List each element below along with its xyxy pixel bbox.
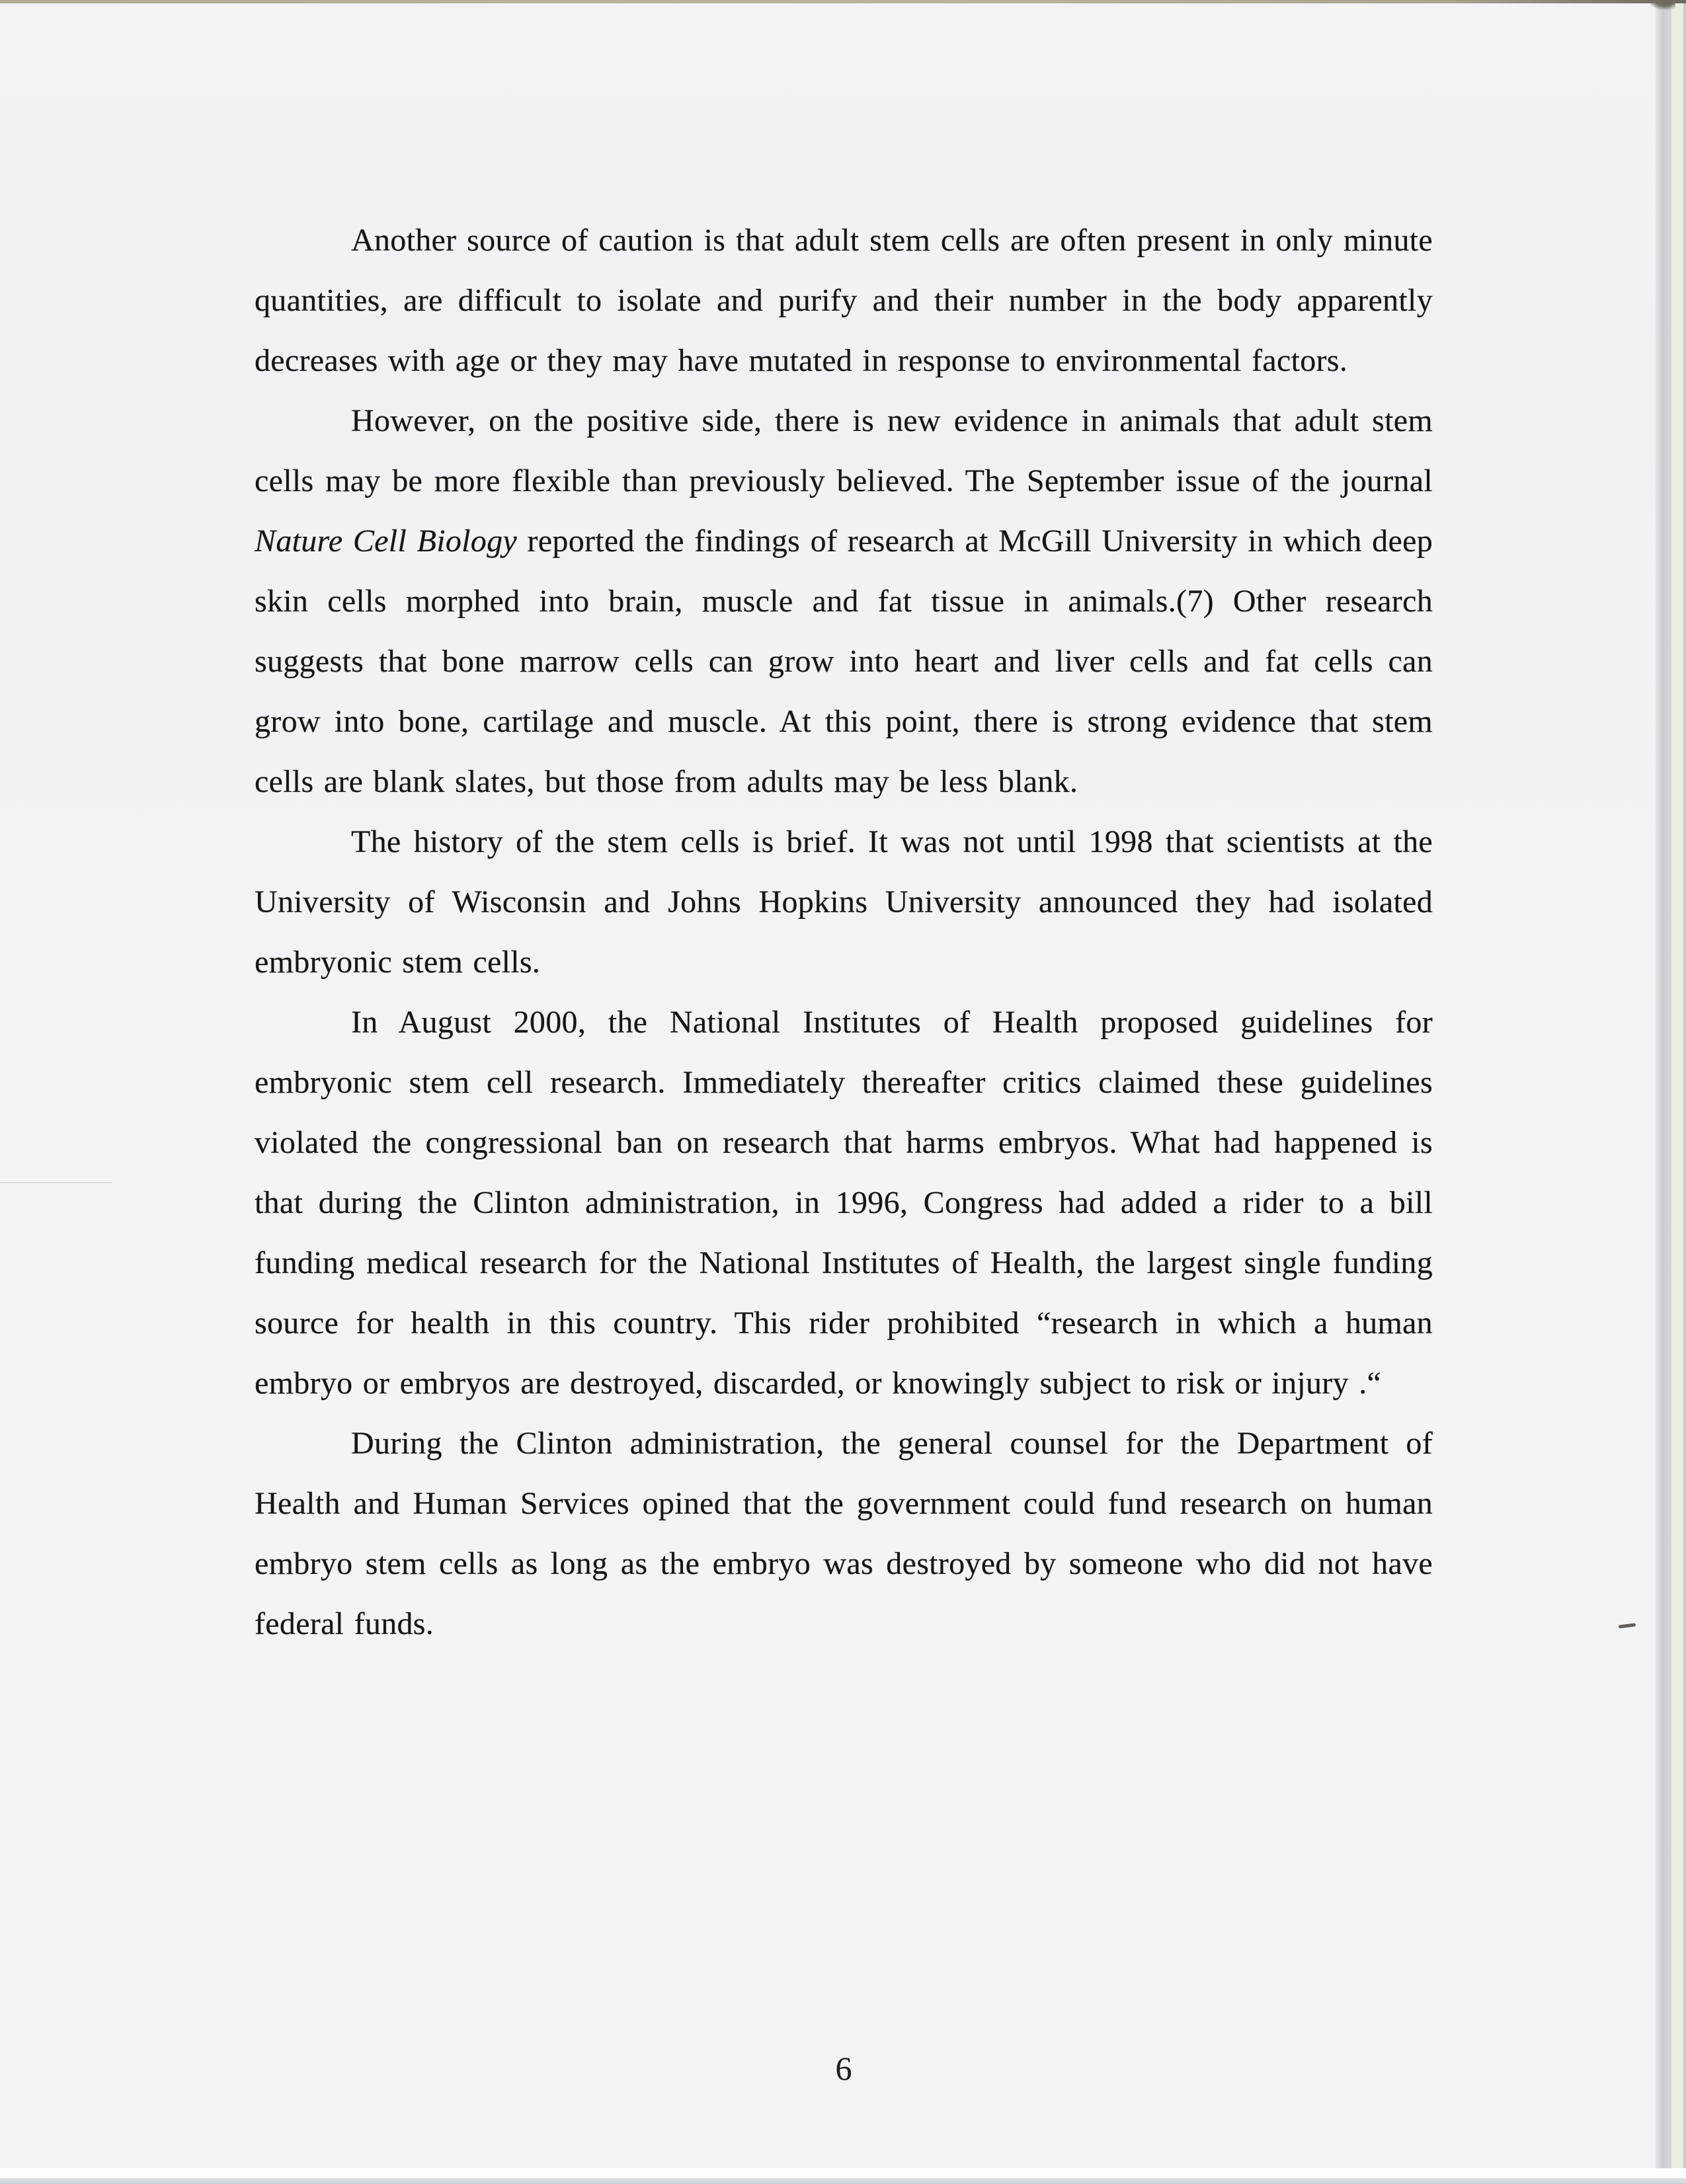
paragraph-5: During the Clinton administration, the general counsel for the Department of Health and Human Services opined that the government could fund research on human embryo stem cells as long as the embryo was destroyed by someone who did not have federal funds.	[255, 1426, 1433, 1641]
scan-speck-artifact	[1619, 1623, 1636, 1628]
paragraph-4: In August 2000, the National Institutes of Health proposed guidelines for embryonic stem cell research. Immediately thereafter critics claimed these guidelines violated the congressional ban on research that harms embryos. What had happened is that during the Clinton administration, in 1996, Congress had added a rider to a bill funding medical research for the National Institutes of Health, the largest single funding source for health in this country. This rider prohibited “research in which a human embryo or embryos are destroyed, discarded, or knowingly subject to risk or injury .“	[255, 1005, 1433, 1401]
paragraph-3: The history of the stem cells is brief. It was not until 1998 that scientists at the University of Wisconsin and Johns Hopkins University announced they had isolated embryonic stem cells.	[255, 824, 1433, 980]
journal-title: Nature Cell Biology	[255, 524, 517, 559]
scanner-right-outer-edge	[1683, 0, 1686, 2184]
paragraph-2-text: However, on the positive side, there is new evidence in animals that adult stem cells may be more flexible than previously believed. The September issue of the journal	[255, 403, 1433, 498]
scanner-background-right	[1671, 0, 1684, 2184]
paper-crease-artifact	[0, 1182, 112, 1183]
paragraph-1: Another source of caution is that adult stem cells are often present in only minute quantities, are difficult to isolate and purify and their number in the body apparently decreases with age or they may have mutated in response to environmental factors.	[255, 223, 1433, 378]
page-number: 6	[835, 2050, 852, 2087]
document-page	[0, 3, 1656, 2168]
scan-bottom-white-band	[0, 2168, 1686, 2178]
page-right-edge-shadow	[1656, 2, 1671, 2183]
paragraph-2	[255, 391, 1433, 812]
paragraph-2-text-continued: reported the findings of research at McGill University in which deep skin cells morphed into brain, muscle and fat tissue in animals.(7) Other research suggests that bone marrow cells can grow into heart and liver cells and fat cells can grow into bone, cartilage and muscle. At this point, there is strong evidence that stem cells are blank slates, but those from adults may be less blank.	[255, 524, 1433, 799]
scan-top-edge	[0, 0, 1686, 3]
document-text	[255, 210, 1433, 1654]
scan-bottom-edge	[0, 2178, 1686, 2184]
